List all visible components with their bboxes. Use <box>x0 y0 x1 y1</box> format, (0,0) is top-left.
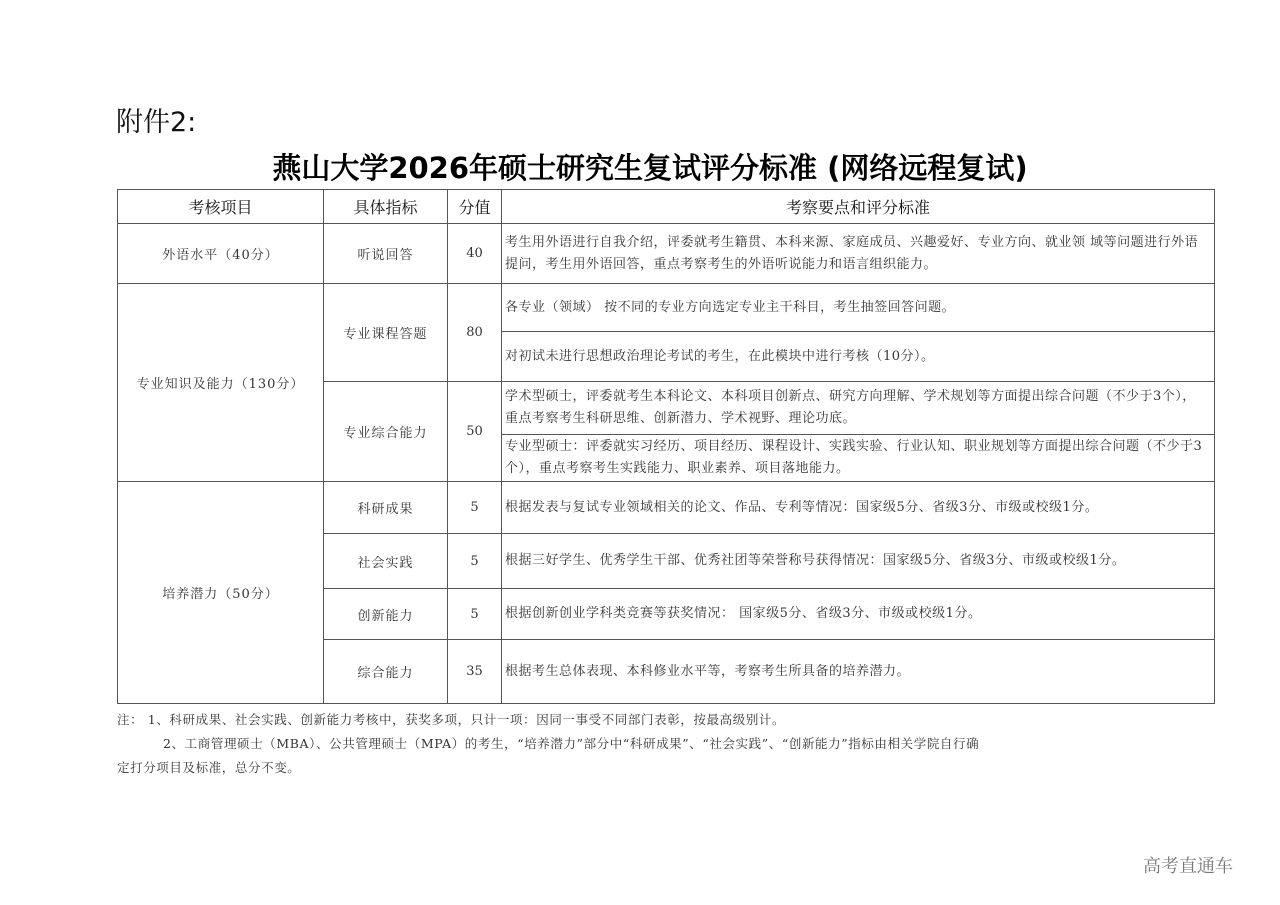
notes-section <box>117 708 1217 780</box>
note-2-continued: 定打分项目及标准，总分不变。 <box>117 760 301 775</box>
criteria-cell: 根据发表与复试专业领域相关的论文、作品、专利等情况：国家级5分、省级3分、市级或校级1分。 <box>502 482 1215 534</box>
table-row <box>118 482 1215 534</box>
criteria-cell: 学术型硕士，评委就考生本科论文、本科项目创新点、研究方向理解、学术规划等方面提出综合问题（不少于3个），重点考察考生科研思维、创新潜力、学术视野、理论功底。 <box>502 382 1215 435</box>
score-cell: 5 <box>448 534 502 589</box>
header-score: 分值 <box>448 190 502 224</box>
score-cell: 5 <box>448 482 502 534</box>
attachment-label: 附件2: <box>116 107 197 138</box>
watermark-text: 高考直通车 <box>1143 856 1233 877</box>
indicator-cell: 专业综合能力 <box>324 382 448 482</box>
note-1: 注： 1、科研成果、社会实践、创新能力考核中，获奖多项，只计一项：因同一事受不同部门表彰，按最高级别计。 <box>117 712 786 727</box>
indicator-cell: 综合能力 <box>324 640 448 704</box>
category-cell: 培养潜力（50分） <box>118 482 324 704</box>
score-cell: 35 <box>448 640 502 704</box>
table-header-row <box>118 190 1215 224</box>
note-2: 2、工商管理硕士（MBA）、公共管理硕士（MPA）的考生，“培养潜力”部分中“科研成果”、“社会实践”、“创新能力”指标由相关学院自行确 <box>163 736 980 751</box>
indicator-cell: 创新能力 <box>324 589 448 640</box>
score-cell: 80 <box>448 284 502 382</box>
category-cell: 外语水平（40分） <box>118 224 324 284</box>
indicator-cell: 专业课程答题 <box>324 284 448 382</box>
table-row <box>118 224 1215 284</box>
indicator-cell: 听说回答 <box>324 224 448 284</box>
criteria-cell: 考生用外语进行自我介绍，评委就考生籍贯、本科来源、家庭成员、兴趣爱好、专业方向、就业领 域等问题进行外语提问，考生用外语回答，重点考察考生的外语听说能力和语言组织能力。 <box>502 224 1215 284</box>
criteria-cell: 根据创新创业学科类竞赛等获奖情况： 国家级5分、省级3分、市级或校级1分。 <box>502 589 1215 640</box>
scoring-table <box>117 189 1215 704</box>
score-cell: 50 <box>448 382 502 482</box>
criteria-cell: 根据考生总体表现、本科修业水平等，考察考生所具备的培养潜力。 <box>502 640 1215 704</box>
indicator-cell: 科研成果 <box>324 482 448 534</box>
indicator-cell: 社会实践 <box>324 534 448 589</box>
criteria-cell: 对初试未进行思想政治理论考试的考生，在此模块中进行考核（10分）。 <box>502 332 1215 382</box>
header-criteria: 考察要点和评分标准 <box>502 190 1215 224</box>
score-cell: 40 <box>448 224 502 284</box>
criteria-cell: 专业型硕士：评委就实习经历、项目经历、课程设计、实践实验、行业认知、职业规划等方面提出综合问题（不少于3个），重点考察考生实践能力、职业素养、项目落地能力。 <box>502 435 1215 482</box>
score-cell: 5 <box>448 589 502 640</box>
criteria-cell: 各专业（领域） 按不同的专业方向选定专业主干科目，考生抽签回答问题。 <box>502 284 1215 332</box>
criteria-cell: 根据三好学生、优秀学生干部、优秀社团等荣誉称号获得情况：国家级5分、省级3分、市级或校级1分。 <box>502 534 1215 589</box>
document-title: 燕山大学2026年硕士研究生复试评分标准 (网络远程复试) <box>272 151 1028 185</box>
table-row <box>118 284 1215 332</box>
header-category: 考核项目 <box>118 190 324 224</box>
category-cell: 专业知识及能力（130分） <box>118 284 324 482</box>
header-indicator: 具体指标 <box>324 190 448 224</box>
